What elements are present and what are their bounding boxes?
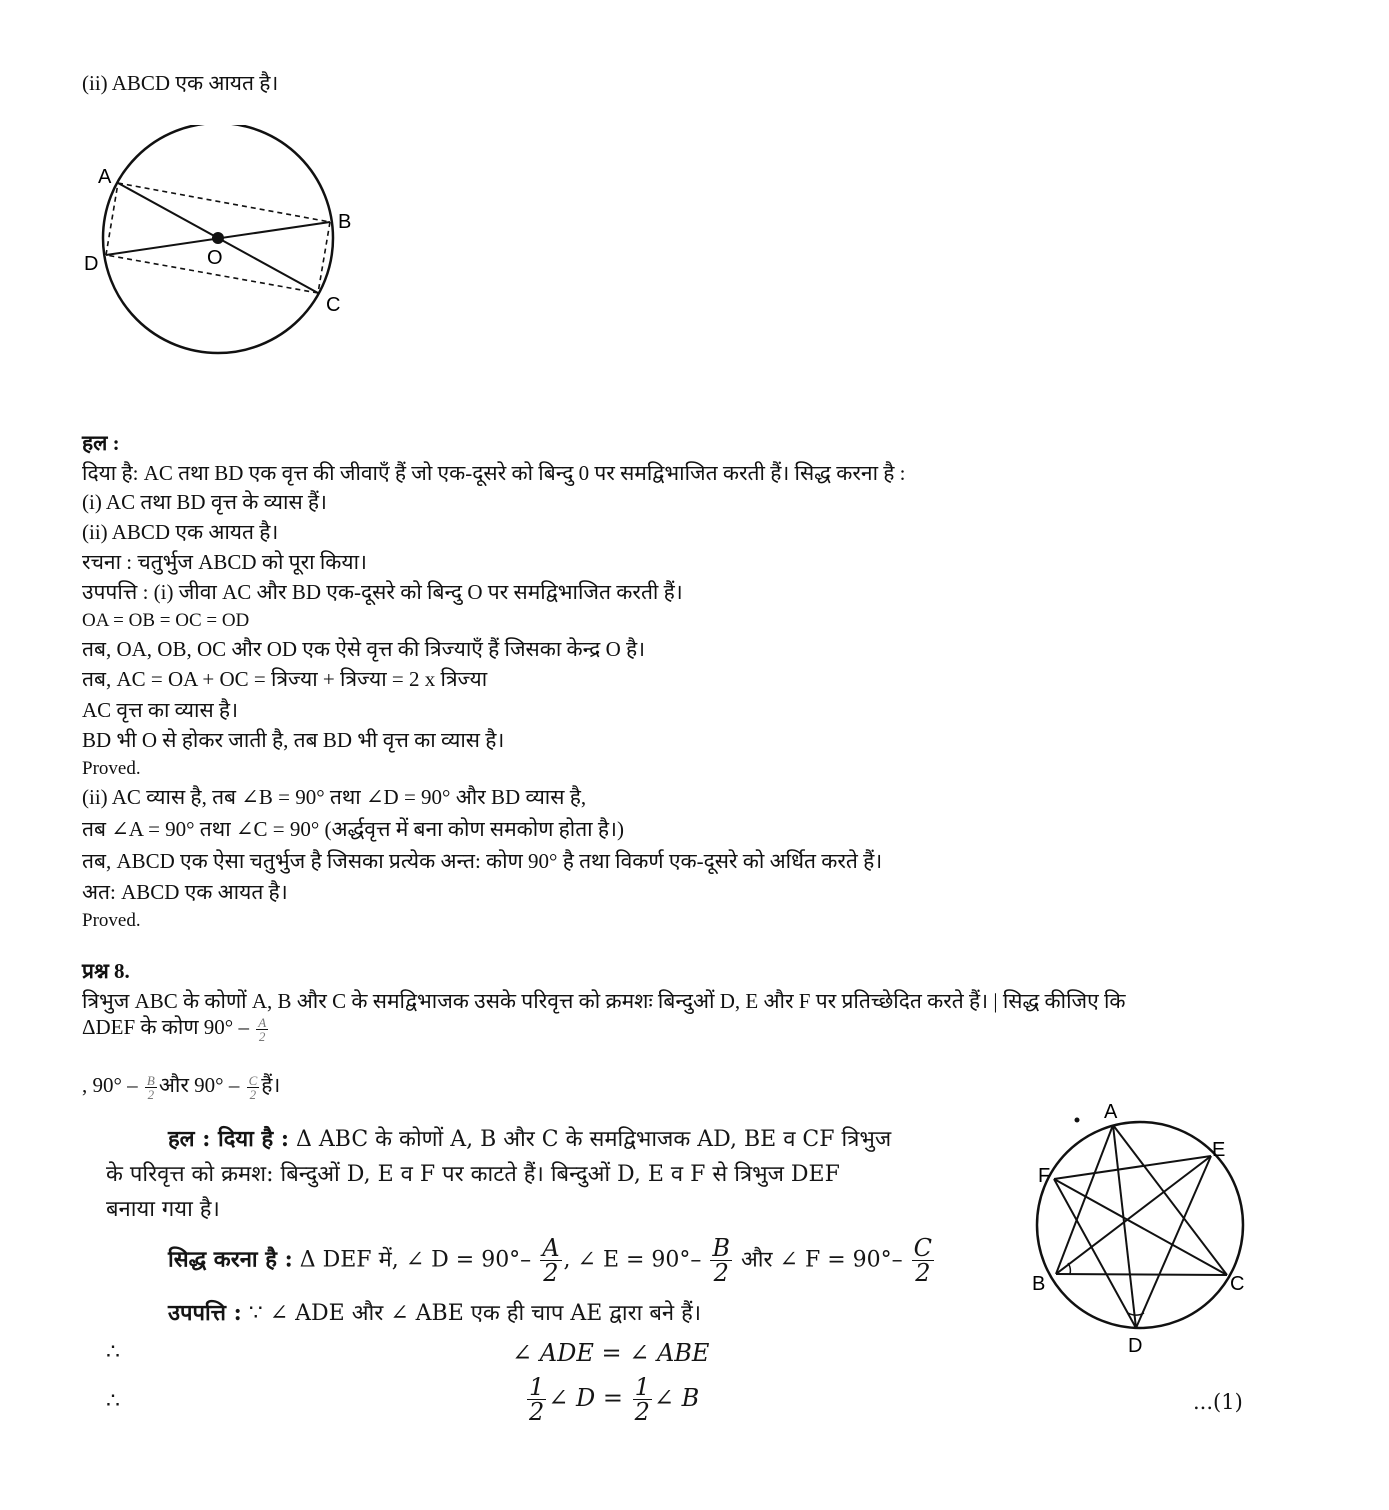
scan-fraction-c: $\frac{C}{2}$	[913, 1234, 933, 1287]
solution-heading: हल :	[82, 431, 120, 455]
proved-label: Proved.	[82, 758, 141, 779]
fig2-label-f: F	[1038, 1165, 1051, 1187]
fig1-label-d: D	[84, 253, 99, 275]
scan-given-line3: बनाया गया है।	[106, 1197, 220, 1222]
half-fraction: $\frac{1}{2}$	[634, 1373, 650, 1426]
top-line: (ii) ABCD एक आयत है।	[82, 71, 279, 95]
fig2-label-e: E	[1212, 1139, 1226, 1161]
equation-1: ∠ ADE = ∠ ABE	[512, 1339, 710, 1367]
fig1-center-dot	[212, 232, 224, 244]
fig1-label-b: B	[338, 211, 352, 233]
fraction-b-over-2: $\frac{B}{2}$	[146, 1072, 155, 1102]
fraction-a-over-2: $\frac{A}{2}$	[258, 1014, 267, 1044]
figure-circle-rectangle	[80, 125, 380, 395]
fraction-c-over-2: $\frac{C}{2}$	[248, 1072, 258, 1102]
question-angle-text: ΔDEF के कोण 90° –	[82, 1015, 249, 1039]
fig1-label-c: C	[326, 294, 341, 316]
question-angle-line-2: , 90° – $\frac{B}{2}$ और 90° – $\frac{C}{2}$ हैं।	[82, 1072, 281, 1102]
fig2-angle-mark-b	[1068, 1263, 1070, 1274]
solution-line: (ii) ABCD एक आयत है।	[82, 520, 279, 544]
fig2-label-d: D	[1128, 1335, 1143, 1357]
fig2-stray-dot	[1075, 1118, 1080, 1123]
equation-2: $\frac{1}{2}$ ∠ D = $\frac{1}{2}$ ∠ B	[529, 1373, 700, 1426]
fig2-label-c: C	[1230, 1273, 1245, 1295]
proved-label: Proved.	[82, 910, 141, 931]
solution-line: (ii) AC व्यास है, तब ∠B = 90° तथा ∠D = 90° और BD व्यास है,	[82, 785, 587, 809]
scan-fraction-a: $\frac{A}{2}$	[542, 1234, 560, 1287]
fig2-label-b: B	[1032, 1273, 1046, 1295]
solution-line: (i) AC तथा BD वृत्त के व्यास हैं।	[82, 490, 328, 514]
fig2-lines	[1054, 1125, 1227, 1328]
scan-given-line2: के परिवृत्त को क्रमश: बिन्दुओं D, E व F पर काटते हैं। बिन्दुओं D, E व F से त्रिभुज DEF	[106, 1162, 840, 1187]
solution-line: दिया है: AC तथा BD एक वृत्त की जीवाएँ हैं जो एक-दूसरे को बिन्दु 0 पर समद्विभाजित करती हैं। सिद्ध करना है :	[82, 461, 906, 485]
equation-number: ...(1)	[1193, 1390, 1243, 1414]
solution-line: तब ∠A = 90° तथा ∠C = 90° (अर्द्धवृत्त में बना कोण समकोण होता है।)	[82, 817, 624, 841]
therefore-symbol: ∴	[106, 1340, 120, 1365]
question-heading: प्रश्न 8.	[82, 959, 130, 983]
fig2-label-a: A	[1104, 1101, 1118, 1123]
scan-given: हल : दिया है : Δ ABC के कोणों A, B और C के समद्विभाजक AD, BE व CF त्रिभुज	[168, 1126, 892, 1152]
scan-fraction-b: $\frac{B}{2}$	[712, 1234, 731, 1287]
half-fraction: $\frac{1}{2}$	[529, 1373, 545, 1426]
solution-line: BD भी O से होकर जाती है, तब BD भी वृत्त का व्यास है।	[82, 728, 505, 752]
fig1-label-a: A	[98, 166, 112, 188]
solution-line: तब, OA, OB, OC और OD एक ऐसे वृत्त की त्रिज्याएँ हैं जिसका केन्द्र O है।	[82, 637, 646, 661]
solution-line: उपपत्ति : (i) जीवा AC और BD एक-दूसरे को बिन्दु O पर समद्विभाजित करती हैं।	[82, 580, 683, 604]
solution-line: अत: ABCD एक आयत है।	[82, 880, 288, 904]
solution-line: OA = OB = OC = OD	[82, 610, 250, 631]
therefore-symbol: ∴	[106, 1389, 120, 1414]
figure-circumcircle-bisectors	[1020, 1100, 1260, 1360]
question-text: त्रिभुज ABC के कोणों A, B और C के समद्विभाजक उसके परिवृत्त को क्रमशः बिन्दुओं D, E और F पर प्रतिच्छेदित करते हैं। | सिद्ध कीजिए कि	[82, 989, 1126, 1013]
solution-line: रचना : चतुर्भुज ABCD को पूरा किया।	[82, 550, 368, 574]
fig1-label-o: O	[207, 247, 223, 269]
scan-proof: उपपत्ति : ∵ ∠ ADE और ∠ ABE एक ही चाप AE द्वारा बने हैं।	[168, 1300, 702, 1326]
solution-line: AC वृत्त का व्यास है।	[82, 698, 239, 722]
scan-to-prove: सिद्ध करना है : Δ DEF में, ∠ D = 90°– $\frac{A}{2}$ , ∠ E = 90°– $\frac{B}{2}$ और ∠ F = 90°– $\frac{C}{2}$	[168, 1234, 933, 1287]
question-angle-line	[82, 1014, 270, 1043]
solution-line: तब, AC = OA + OC = त्रिज्या + त्रिज्या = 2 x त्रिज्या	[82, 667, 488, 691]
solution-line: तब, ABCD एक ऐसा चतुर्भुज है जिसका प्रत्येक अन्त: कोण 90° है तथा विकर्ण एक-दूसरे को अर्धित करते हैं।	[82, 849, 883, 873]
